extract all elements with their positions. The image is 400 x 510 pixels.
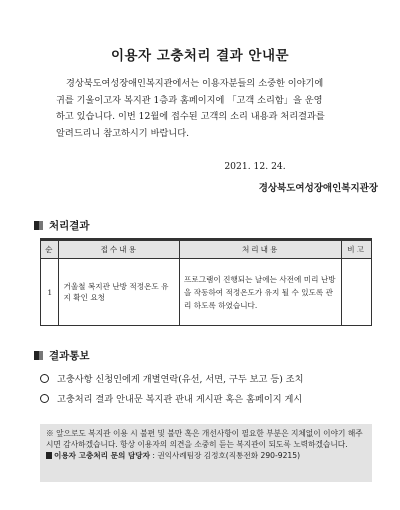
- square-bullet-icon: [46, 452, 52, 459]
- contact-label: 이용자 고충처리 문의 담당자: [54, 451, 150, 460]
- processing-content: 프로그램이 진행되는 날에는 사전에 미리 난방을 작동하여 적정온도가 유지 될 수 있도록 관리 하도록 하였습니다.: [180, 259, 342, 326]
- circle-bullet-icon: [40, 394, 49, 403]
- list-item-text: 고충처리 결과 안내문 복지관 관내 게시판 혹은 홈페이지 게시: [57, 394, 303, 405]
- column-header: 처리내용: [180, 241, 342, 259]
- list-item-text: 고충사항 신청인에게 개별연락(유선, 서면, 구두 보고 등) 조치: [57, 374, 304, 385]
- intro-line: 귀를 기울이고자 복지관 1층과 홈페이지에 「고객 소리함」을 운영: [56, 94, 323, 106]
- table-header-row: [41, 241, 372, 259]
- organization-signature: 경상북도여성장애인복지관장: [258, 183, 378, 194]
- square-bullet-icon: [34, 221, 43, 230]
- list-item: [40, 391, 380, 405]
- notice-text: ※ 앞으로도 복지관 이용 시 불편 및 불만 혹은 개선사항이 필요한 부분은 지체없이 이야기 해주시면 감사하겠습니다. 항상 이용자의 의견을 소중히 듣는 복지관이 되도록 노력하겠습니다.: [46, 429, 363, 449]
- row-number: 1: [41, 259, 59, 326]
- square-bullet-icon: [34, 351, 43, 360]
- document-date: 2021. 12. 24.: [224, 161, 286, 172]
- contact-value: : 권익사례팀장 김정호(직통전화 290-9215): [149, 451, 301, 460]
- column-header: 접수내용: [59, 241, 180, 259]
- contact-line: [46, 450, 366, 461]
- intro-line: 알려드리니 참고하시기 바랍니다.: [56, 127, 190, 139]
- received-content: 거울철 복지관 난방 적정온도 유지 확인 요청: [59, 259, 180, 326]
- list-item: [40, 371, 380, 385]
- notice-box: [40, 424, 372, 482]
- intro-paragraph: [56, 76, 376, 142]
- intro-line: 경상북도여성장애인복지관에서는 이용자분들의 소중한 이야기에: [66, 78, 324, 89]
- results-table: [40, 240, 372, 326]
- circle-bullet-icon: [40, 374, 49, 383]
- document-title: 이용자 고충처리 결과 안내문: [110, 48, 290, 64]
- note-cell: [342, 259, 372, 326]
- notice-section-heading: [34, 348, 90, 363]
- column-header: 순: [41, 241, 59, 259]
- section-title: 처리결과: [49, 220, 90, 232]
- intro-line: 하고 있습니다. 이번 12월에 접수된 고객의 소리 내용과 처리결과를: [56, 111, 325, 122]
- table-row: [41, 259, 372, 326]
- section-title: 결과통보: [49, 350, 90, 362]
- results-section-heading: [34, 218, 90, 233]
- column-header: 비고: [342, 241, 372, 259]
